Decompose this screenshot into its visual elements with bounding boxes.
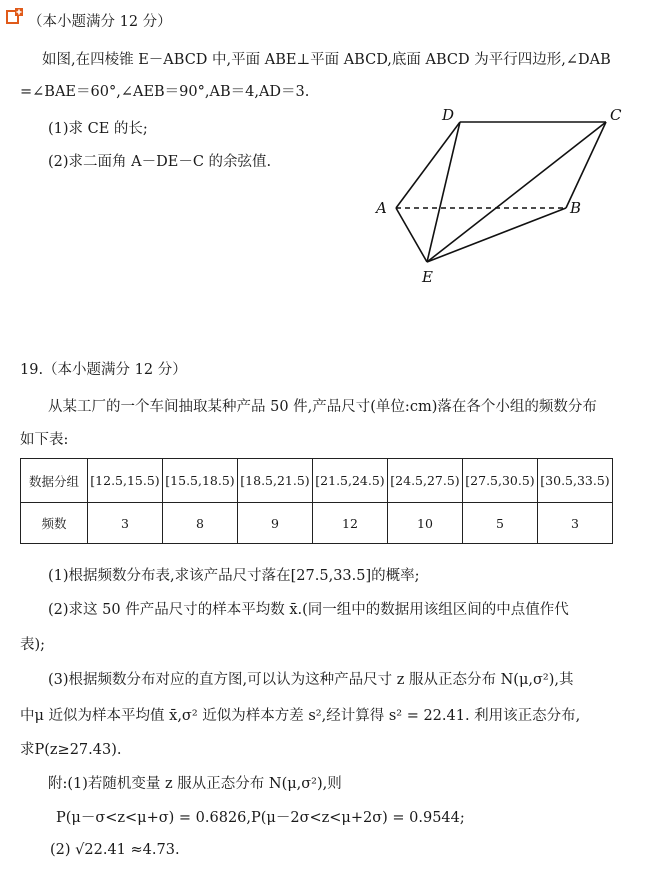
table-cell-count: 5 xyxy=(463,503,538,544)
q19-part2-line1: (2)求这 50 件产品尺寸的样本平均数 x̄.(同一组中的数据用该组区间的中点值作代 xyxy=(48,602,569,618)
table-cell-count: 9 xyxy=(238,503,313,544)
q19-note-line1: 附:(1)若随机变量 z 服从正态分布 N(μ,σ²),则 xyxy=(48,776,342,792)
app-logo-icon xyxy=(6,8,23,25)
table-cell-count: 8 xyxy=(163,503,238,544)
q18-part2: (2)求二面角 A－DE－C 的余弦值. xyxy=(48,154,272,170)
label-E: E xyxy=(422,268,433,286)
q19-heading: 19.（本小题满分 12 分） xyxy=(20,362,187,378)
q19-part3-line1: (3)根据频数分布对应的直方图,可以认为这种产品尺寸 z 服从正态分布 N(μ,σ²),其 xyxy=(48,672,574,688)
pyramid-figure xyxy=(370,100,630,290)
table-cell-group: [27.5,30.5) xyxy=(463,459,538,503)
table-cell-count: 10 xyxy=(388,503,463,544)
table-row-groups xyxy=(21,459,613,503)
label-A: A xyxy=(376,199,387,217)
q19-stem-line2: 如下表: xyxy=(20,432,69,448)
table-cell-count: 3 xyxy=(538,503,613,544)
edge-BE xyxy=(427,208,566,262)
label-C: C xyxy=(610,106,622,124)
edge-CE xyxy=(427,122,606,262)
table-cell-group: [30.5,33.5) xyxy=(538,459,613,503)
q19-note-line3: (2) √22.41 ≈4.73. xyxy=(50,842,180,858)
frequency-table xyxy=(20,458,613,544)
table-cell-group: [18.5,21.5) xyxy=(238,459,313,503)
q19-part2-line2: 表); xyxy=(20,637,46,653)
table-cell-group: [21.5,24.5) xyxy=(313,459,388,503)
table-cell-group: [12.5,15.5) xyxy=(88,459,163,503)
label-B: B xyxy=(570,199,582,217)
table-cell-group: [15.5,18.5) xyxy=(163,459,238,503)
q19-note-line2: P(μ－σ<z<μ+σ) = 0.6826,P(μ－2σ<z<μ+2σ) = 0.9544; xyxy=(56,810,465,826)
table-cell-count: 12 xyxy=(313,503,388,544)
q18-stem-line1: 如图,在四棱锥 E－ABCD 中,平面 ABE⊥平面 ABCD,底面 ABCD 为平行四边形,∠DAB xyxy=(42,52,611,68)
table-row-counts xyxy=(21,503,613,544)
q18-stem-line2: =∠BAE＝60°,∠AEB＝90°,AB＝4,AD＝3. xyxy=(20,84,310,100)
edge-AE xyxy=(396,208,427,262)
table-header-groups: 数据分组 xyxy=(21,459,88,503)
q18-heading: （本小题满分 12 分） xyxy=(28,14,172,30)
q19-stem-line1: 从某工厂的一个车间抽取某种产品 50 件,产品尺寸(单位:cm)落在各个小组的频数分布 xyxy=(48,399,597,415)
table-cell-count: 3 xyxy=(88,503,163,544)
table-header-counts: 频数 xyxy=(21,503,88,544)
q18-part1: (1)求 CE 的长; xyxy=(48,121,148,137)
edge-BC xyxy=(566,122,606,208)
q19-part3-line2: 中μ 近似为样本平均值 x̄,σ² 近似为样本方差 s²,经计算得 s² = 22.41. 利用该正态分布, xyxy=(20,708,581,724)
table-cell-group: [24.5,27.5) xyxy=(388,459,463,503)
q19-part3-line3: 求P(z≥27.43). xyxy=(20,742,122,758)
q19-part1: (1)根据频数分布表,求该产品尺寸落在[27.5,33.5]的概率; xyxy=(48,568,420,584)
label-D: D xyxy=(442,106,455,124)
